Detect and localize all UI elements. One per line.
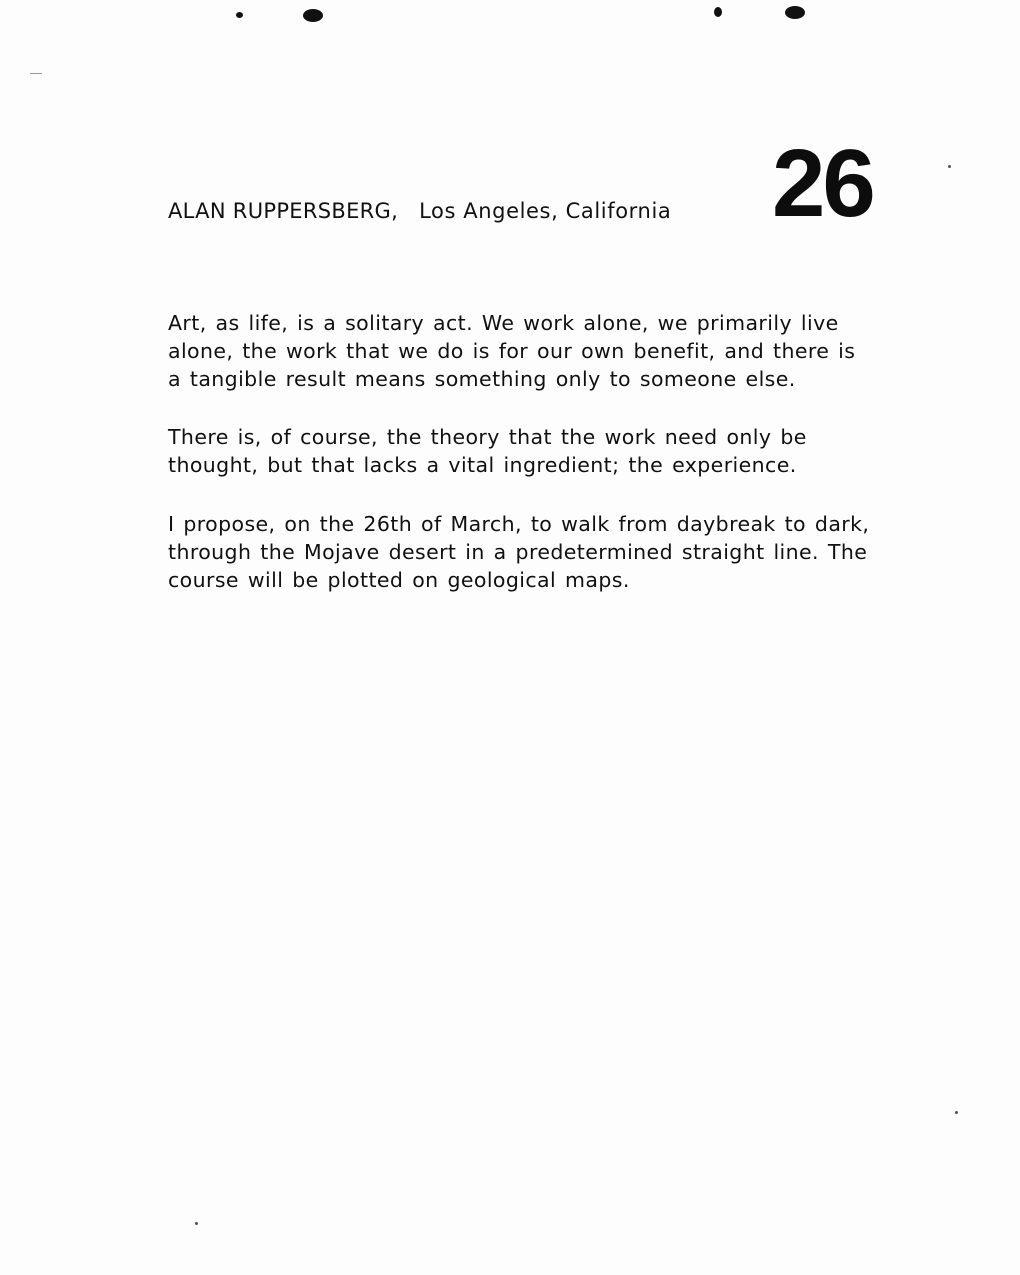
scan-speck xyxy=(955,1111,958,1114)
scan-speck xyxy=(948,165,951,168)
punch-hole-mark xyxy=(785,6,805,19)
paragraph-line: thought, but that lacks a vital ingredient; the experience. xyxy=(168,453,797,477)
scan-mark xyxy=(714,7,722,17)
paragraph-line: through the Mojave desert in a predetermined straight line. The xyxy=(168,540,868,564)
paragraph-line: I propose, on the 26th of March, to walk from daybreak to dark, xyxy=(168,512,870,536)
page-number: 26 xyxy=(772,130,873,237)
author-location: Los Angeles, California xyxy=(419,199,672,223)
scan-dash xyxy=(30,73,42,74)
paragraph-line: course will be plotted on geological maps. xyxy=(168,568,630,592)
punch-hole-mark xyxy=(303,9,323,22)
author-header xyxy=(168,199,671,223)
paragraph-line: Art, as life, is a solitary act. We work alone, we primarily live xyxy=(168,311,839,335)
paragraph-1 xyxy=(168,309,888,393)
paragraph-line: alone, the work that we do is for our own benefit, and there is xyxy=(168,339,856,363)
paragraph-line: There is, of course, the theory that the work need only be xyxy=(168,425,807,449)
paragraph-3 xyxy=(168,510,888,594)
author-name: ALAN RUPPERSBERG, xyxy=(168,199,399,223)
paragraph-2 xyxy=(168,423,888,479)
scan-mark xyxy=(236,12,243,18)
scan-speck xyxy=(195,1222,198,1225)
paragraph-line: a tangible result means something only to someone else. xyxy=(168,367,796,391)
